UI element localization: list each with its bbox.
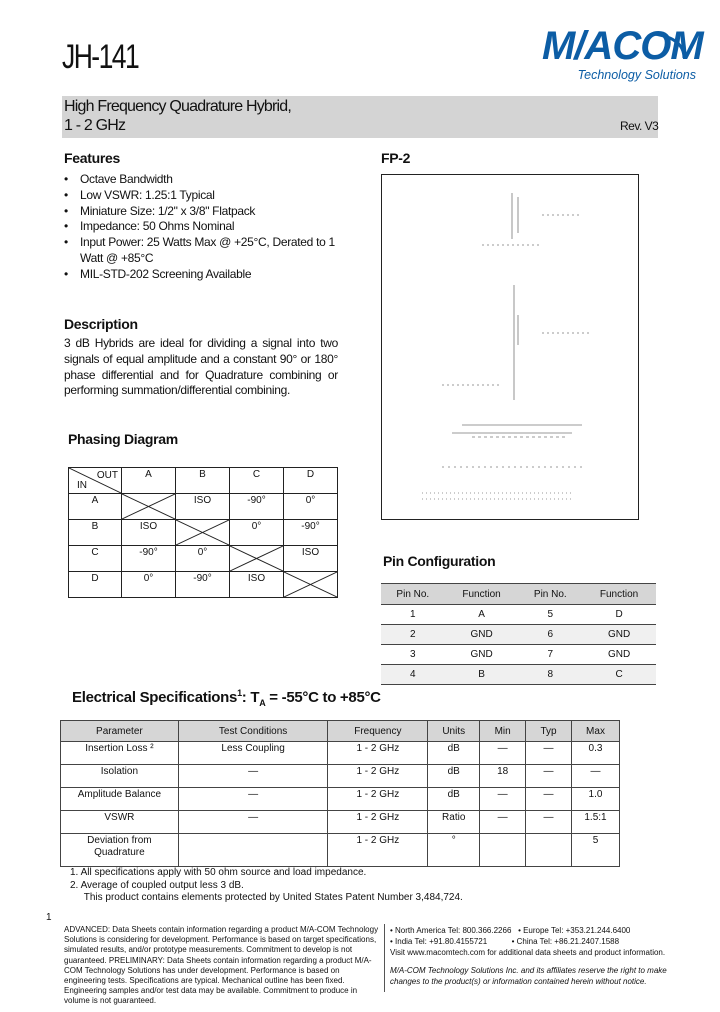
electrical-specs-table [60, 720, 620, 867]
pin-cell: 3 [381, 645, 445, 665]
spec-cell [480, 834, 526, 867]
spec-cell: 0.3 [572, 742, 620, 765]
spec-header: Test Conditions [178, 721, 328, 742]
spec-header: Parameter [61, 721, 179, 742]
pin-cell: 1 [381, 605, 445, 625]
electrical-condition-sub: A [259, 698, 266, 708]
feature-item: • Octave Bandwidth [64, 172, 364, 188]
phasing-cell-na [176, 520, 230, 546]
phasing-cell: 0° [230, 520, 284, 546]
footer-disclaimer: ADVANCED: Data Sheets contain information regarding a product M/A-COM Technology Solutions is considering for development. Performance is based on target specifications, simulated results, and/or prototype measurements. Commitment to develop is not guaranteed. PRELIMINARY: Data Sheets contain information regarding a product M/A-COM Technology Solutions has under development. Performance is based on engineering tests. Specifications are typical. Mechanical outline has been fixed. Engineering samples and/or test data may be available. Commitment to produce in volume is not guaranteed. [64, 925, 379, 1006]
package-heading: FP-2 [381, 150, 411, 166]
phasing-cell: ISO [230, 572, 284, 598]
spec-cell: — [178, 811, 328, 834]
phasing-row-header: A [69, 494, 122, 520]
spec-cell: dB [428, 788, 480, 811]
features-heading: Features [64, 150, 120, 166]
phasing-cell: -90° [284, 520, 338, 546]
spec-cell: — [480, 788, 526, 811]
pin-cell: A [445, 605, 519, 625]
phasing-cell: 0° [284, 494, 338, 520]
note-item: 2. Average of coupled output less 3 dB. [70, 879, 244, 891]
pin-cell: 4 [381, 665, 445, 685]
phasing-heading: Phasing Diagram [68, 431, 178, 447]
pin-header: Function [445, 584, 519, 605]
feature-item: • Miniature Size: 1/2" x 3/8" Flatpack [64, 204, 364, 220]
spec-cell: — [526, 742, 572, 765]
electrical-heading-sup: 1 [237, 688, 242, 698]
phasing-cell: 0° [122, 572, 176, 598]
spec-cell [178, 834, 328, 867]
spec-header: Typ [526, 721, 572, 742]
spec-cell: Deviation from Quadrature [61, 834, 179, 867]
spec-cell: Ratio [428, 811, 480, 834]
spec-header: Units [428, 721, 480, 742]
phasing-row-header: B [69, 520, 122, 546]
spec-cell: — [480, 742, 526, 765]
spec-cell: Insertion Loss ² [61, 742, 179, 765]
phasing-col-header: D [284, 468, 338, 494]
electrical-heading-text: Electrical Specifications [72, 689, 238, 706]
pin-cell: 2 [381, 625, 445, 645]
note-item: 1. All specifications apply with 50 ohm source and load impedance. [70, 867, 367, 878]
phasing-col-header: A [122, 468, 176, 494]
description-heading: Description [64, 316, 138, 332]
phasing-corner [69, 468, 122, 494]
pin-cell: GND [445, 645, 519, 665]
logo-subtitle: Technology Solutions [577, 68, 696, 82]
phasing-row-header: C [69, 546, 122, 572]
spec-cell: 18 [480, 765, 526, 788]
pin-header: Pin No. [381, 584, 445, 605]
logo-main-text: M/ACOM [542, 24, 703, 68]
feature-item: • Impedance: 50 Ohms Nominal [64, 219, 364, 235]
spec-cell: 1.0 [572, 788, 620, 811]
phasing-cell: -90° [176, 572, 230, 598]
electrical-heading [72, 688, 381, 708]
features-list [64, 172, 364, 283]
notes [70, 867, 463, 905]
spec-cell: — [526, 811, 572, 834]
macom-logo [526, 24, 703, 84]
pin-cell: GND [445, 625, 519, 645]
spec-header: Min [480, 721, 526, 742]
spec-cell: VSWR [61, 811, 179, 834]
revision: Rev. V3 [620, 119, 659, 133]
pin-header: Function [582, 584, 656, 605]
footer-rights: M/A-COM Technology Solutions Inc. and its affiliates reserve the right to make changes to the product(s) or information contained herein without notice. [390, 965, 667, 986]
phasing-cell: -90° [230, 494, 284, 520]
phasing-cell-na [122, 494, 176, 520]
spec-cell: — [480, 811, 526, 834]
spec-header: Max [572, 721, 620, 742]
phasing-table [68, 467, 338, 598]
spec-header: Frequency [328, 721, 428, 742]
phasing-cell: ISO [284, 546, 338, 572]
spec-cell: 5 [572, 834, 620, 867]
phasing-cell-na [284, 572, 338, 598]
spec-cell: 1 - 2 GHz [328, 788, 428, 811]
pin-config-heading: Pin Configuration [383, 553, 496, 569]
spec-cell: — [572, 765, 620, 788]
part-number: JH-141 [62, 38, 139, 76]
electrical-condition: : T [241, 689, 260, 706]
page-number: 1 [46, 912, 52, 923]
feature-item: • MIL-STD-202 Screening Available [64, 267, 364, 283]
pin-cell: 7 [518, 645, 582, 665]
footer-india-china: • India Tel: +91.80.4155721 • China Tel: +86.21.2407.1588 [390, 937, 620, 947]
footer-contacts [390, 925, 690, 987]
spec-cell [526, 834, 572, 867]
phasing-cell: -90° [122, 546, 176, 572]
feature-item: • Low VSWR: 1.25:1 Typical [64, 188, 364, 204]
title-line2: 1 - 2 GHz [64, 117, 126, 134]
pin-cell: GND [582, 645, 656, 665]
spec-cell: — [526, 765, 572, 788]
spec-cell: 1.5:1 [572, 811, 620, 834]
spec-cell: 1 - 2 GHz [328, 765, 428, 788]
footer-na-europe: • North America Tel: 800.366.2266 • Europe Tel: +353.21.244.6400 [390, 926, 631, 935]
footer-visit: Visit www.macomtech.com for additional data sheets and product information. [390, 948, 666, 958]
pin-cell: D [582, 605, 656, 625]
corner-in-label: IN [77, 480, 87, 491]
feature-item: • Input Power: 25 Watts Max @ +25°C, Derated to 1 Watt @ +85°C [64, 235, 352, 267]
corner-out-label: OUT [96, 470, 118, 481]
phasing-row-header: D [69, 572, 122, 598]
pin-header: Pin No. [518, 584, 582, 605]
spec-cell: 1 - 2 GHz [328, 742, 428, 765]
spec-cell: ° [428, 834, 480, 867]
spec-cell: Less Coupling [178, 742, 328, 765]
spec-cell: dB [428, 742, 480, 765]
pin-cell: 8 [518, 665, 582, 685]
spec-cell: 1 - 2 GHz [328, 834, 428, 867]
pin-cell: 5 [518, 605, 582, 625]
pin-cell: 6 [518, 625, 582, 645]
package-outline-drawing [381, 174, 639, 520]
phasing-cell: 0° [176, 546, 230, 572]
pin-cell: GND [582, 625, 656, 645]
phasing-cell: ISO [122, 520, 176, 546]
spec-cell: Amplitude Balance [61, 788, 179, 811]
phasing-col-header: B [176, 468, 230, 494]
outline-drawing-graphic [382, 175, 638, 519]
spec-cell: — [526, 788, 572, 811]
phasing-cell: ISO [176, 494, 230, 520]
pin-cell: B [445, 665, 519, 685]
phasing-col-header: C [230, 468, 284, 494]
pin-config-table [381, 583, 656, 685]
title-line1: High Frequency Quadrature Hybrid, [64, 98, 292, 115]
electrical-condition-range: = -55°C to +85°C [265, 689, 381, 706]
phasing-cell-na [230, 546, 284, 572]
spec-cell: — [178, 788, 328, 811]
spec-cell: 1 - 2 GHz [328, 811, 428, 834]
spec-cell: dB [428, 765, 480, 788]
pin-cell: C [582, 665, 656, 685]
spec-cell: Isolation [61, 765, 179, 788]
description-text: 3 dB Hybrids are ideal for dividing a signal into two signals of equal amplitude and a constant 90° or 180° phase differential and for Quadrature combining or performing summation/differential combining. [64, 336, 338, 398]
note-item: This product contains elements protected by United States Patent Number 3,484,724. [70, 892, 463, 903]
spec-cell: — [178, 765, 328, 788]
footer-divider [384, 924, 385, 992]
